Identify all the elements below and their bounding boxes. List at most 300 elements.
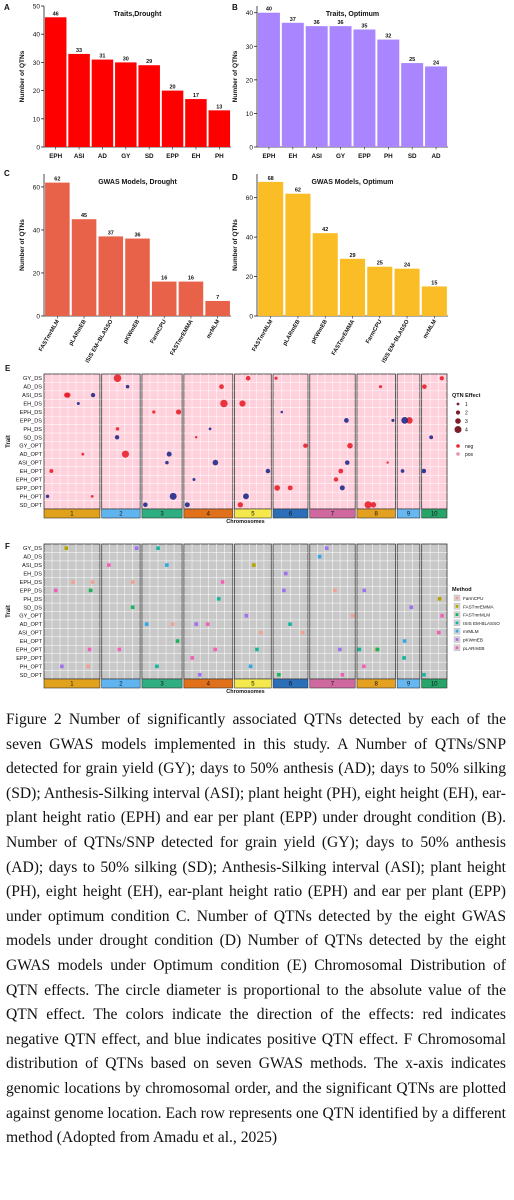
panel-f-trait-label: EPH_OPT (15, 647, 42, 654)
panel-e-trait-label: AD_DS (23, 384, 42, 391)
panel-e-qtn-point (345, 460, 350, 465)
panel-a-data-label: 13 (216, 104, 223, 111)
panel-e-legend-size-label: 1 (465, 402, 468, 408)
panel-e-qtn-point (386, 461, 388, 463)
panel-d-ytick-label: 0 (249, 313, 253, 321)
panel-f-qtn-point (89, 589, 93, 593)
panel-e-qtn-point (165, 461, 169, 465)
panel-a-data-label: 46 (52, 11, 59, 18)
panel-a-data-label: 20 (169, 84, 176, 91)
panel-d-data-label: 15 (431, 280, 438, 287)
panel-a-xtick-label: EPP (166, 153, 179, 160)
panel-e-chr-label: 4 (206, 511, 211, 518)
panel-e-legend-size-label: 3 (465, 419, 468, 425)
panel-b-xtick-label: EH (288, 153, 298, 160)
panel-e-qtn-point (238, 502, 243, 507)
panel-e-qtn-point (401, 417, 408, 424)
panel-f-qtn-point (252, 563, 256, 567)
panel-f-qtn-point (325, 546, 329, 550)
panel-d-xtick-label: FASTmrMLM (251, 319, 275, 353)
panel-f-qtn-point (88, 648, 92, 652)
panel-f-legend-method-label: FASTmrMLM (463, 612, 491, 618)
panel-f-qtn-point (362, 589, 366, 593)
panel-f-chr-label: 10 (430, 681, 438, 688)
panel-f-legend-method-label: pLARmEB (463, 645, 485, 651)
panel-f-chr-label: 7 (330, 681, 335, 688)
panel-d-bar-isis-em-blasso (395, 269, 420, 316)
panel-f-trait-label: ASI_OPT (18, 630, 42, 637)
panel-f-qtn-point (190, 656, 194, 660)
panel-f-qtn-point (255, 648, 259, 652)
panel-b-ytick-label: 30 (245, 43, 253, 51)
panel-f-qtn-point (54, 589, 58, 593)
panel-f-qtn-point (165, 563, 169, 567)
panel-b-xtick-label: SD (407, 153, 417, 160)
panel-e-qtn-point (116, 427, 120, 431)
panel-e-qtn-point (143, 503, 148, 508)
panel-e-qtn-point (65, 392, 70, 397)
panel-c-xtick-label: pKWmEB (122, 319, 142, 345)
panel-e-chr-label: 2 (119, 511, 123, 518)
panel-d-xtick-label: ISIS EM−BLASSO (381, 319, 411, 365)
panel-d-letter: D (232, 173, 238, 182)
panel-e-qtn-point (429, 435, 433, 439)
panel-f-qtn-point (194, 622, 198, 626)
panel-f-chr-label: 3 (160, 681, 164, 688)
panel-f-qtn-point (438, 597, 442, 601)
panel-f-qtn-point (221, 580, 225, 584)
panel-d-data-label: 24 (404, 262, 411, 269)
panel-f-qtn-point (333, 589, 337, 593)
panel-e-qtn-point (91, 495, 94, 498)
panel-f-qtn-point (358, 648, 362, 652)
panel-e-trait-label: SD_OPT (19, 502, 42, 509)
panel-a-xtick-label: GY (121, 153, 131, 160)
panel-b-xtick-label: AD (431, 153, 441, 160)
panel-f-trait-label: GY_DS (23, 546, 42, 553)
panel-c-bar-farmcpu (152, 282, 177, 316)
panel-e-legend-color-neg (456, 444, 460, 448)
panel-b-bar-ad (425, 66, 447, 147)
panel-c-bar-pkwmeb (125, 239, 150, 316)
panel-f-trait-label: PH_OPT (19, 664, 42, 671)
panel-e-qtn-point (170, 493, 177, 500)
panel-e-chr-label: 8 (374, 511, 378, 518)
panel-e-chr-label: 10 (430, 511, 438, 518)
panel-c-data-label: 45 (81, 213, 88, 220)
panel-a-letter: A (4, 3, 10, 12)
panel-e-trait-label: AD_OPT (19, 452, 42, 459)
panel-b-data-label: 35 (361, 23, 368, 30)
panel-a-ytick-label: 0 (36, 144, 40, 152)
panel-f-qtn-point (351, 614, 355, 618)
panel-e-legend-title: QTN Effect (452, 393, 481, 399)
panel-f-qtn-point (135, 546, 139, 550)
panel-a-ytick-label: 40 (32, 31, 40, 39)
panel-f-trait-label: AD_DS (23, 554, 42, 561)
panel-f-trait-label: ASI_DS (22, 563, 42, 570)
panel-f-trait-label: EPP_OPT (16, 655, 42, 662)
panel-b-ytick-label: 0 (249, 144, 253, 152)
panel-f-legend-method-label: FarmCPU (463, 596, 484, 601)
panel-c-title: GWAS Models, Drought (98, 179, 177, 186)
panel-c-data-label: 7 (216, 294, 220, 301)
panel-f-legend-method-label: mrMLM (463, 629, 479, 635)
panel-e-qtn-point (281, 411, 284, 414)
panel-f-trait-label: EH_DS (23, 571, 42, 578)
panel-b-bar-eph (258, 13, 280, 147)
panel-f-qtn-point (318, 555, 322, 559)
panel-b-bar-epp (353, 30, 375, 148)
panel-f-qtn-point (340, 673, 344, 677)
panel-f-qtn-point (284, 572, 288, 576)
panel-e-chr-label: 6 (288, 511, 293, 518)
panel-f-legend-method-isis-em-blasso (456, 622, 459, 625)
panel-a-xtick-label: SD (144, 153, 154, 160)
panel-e-trait-label: GY_OPT (19, 443, 42, 450)
panel-f-qtn-point (91, 580, 95, 584)
panel-a-xtick-label: EPH (49, 153, 63, 160)
panel-f-legend-method-farmcpu (456, 597, 459, 600)
panel-b-data-label: 24 (433, 60, 440, 67)
panel-e-qtn-point (303, 444, 307, 448)
panel-b-title: Traits, Optimum (325, 11, 380, 18)
panel-b-xtick-label: ASI (311, 153, 322, 160)
panel-f-qtn-point (131, 580, 135, 584)
panel-b-bar-gy (330, 26, 352, 147)
panel-a-bar-epp (162, 91, 184, 147)
panel-e-legend-size-label: 2 (465, 410, 468, 417)
panel-f-qtn-point (277, 673, 281, 677)
panel-e-qtn-point (288, 485, 293, 490)
panel-e-xlabel: Chromosomes (226, 519, 265, 525)
panel-e-qtn-point (266, 469, 270, 473)
panel-a-xtick-label: AD (97, 153, 107, 160)
panel-a-data-label: 33 (76, 47, 83, 54)
panel-f-trait-label: GY_OPT (19, 613, 42, 620)
panel-c-xtick-label: FASTmrEMMA (169, 319, 195, 357)
panel-b-xtick-label: EPH (262, 153, 276, 160)
panel-d-ytick-label: 20 (245, 274, 253, 282)
panel-f-qtn-point (71, 580, 75, 584)
panel-d-data-label: 62 (294, 187, 301, 194)
panel-e-qtn-point (219, 384, 224, 389)
panel-f-qtn-point (376, 648, 380, 652)
panel-c-letter: C (4, 169, 10, 178)
panel-b-ytick-label: 40 (245, 10, 253, 18)
panel-b-data-label: 25 (409, 57, 416, 64)
panel-e-qtn-point (243, 493, 249, 499)
panel-a-bar-asi (68, 54, 90, 147)
panel-f-qtn-point (422, 673, 426, 677)
panel-d-xtick-label: pLARmEB (282, 319, 302, 347)
panel-c-data-label: 37 (107, 230, 114, 237)
panel-c-bar-mrmlm (205, 301, 230, 316)
panel-a-bar-gy (115, 62, 137, 147)
panel-d-ytick-label: 40 (245, 234, 253, 242)
panel-c-data-label: 16 (187, 275, 194, 282)
panel-e-qtn-point (344, 418, 349, 423)
panel-d-bar-mrmlm (422, 286, 447, 316)
panel-b-letter: B (232, 3, 238, 12)
panel-c-ytick-label: 20 (32, 270, 40, 278)
panel-d-ytick-label: 60 (245, 195, 253, 203)
panel-e-legend-color-pos (456, 452, 460, 456)
panel-c-xtick-label: FarmCPU (149, 319, 168, 345)
panel-f-trait-label: PH_DS (23, 596, 42, 603)
panel-e-trait-label: EPP_OPT (16, 485, 42, 492)
panel-f-qtn-point (155, 665, 159, 669)
panel-e-qtn-point (77, 402, 80, 405)
panel-f-legend-method-label: FASTmrEMMA (463, 604, 494, 610)
panel-f-legend-method-label: ISIS EM-BLASSO (463, 620, 500, 626)
panel-e-qtn-point (347, 443, 353, 449)
panel-f-qtn-point (131, 605, 135, 609)
panel-b-xtick-label: GY (336, 153, 346, 160)
panel-e-trait-label: ASI_DS (22, 393, 42, 400)
panel-e-trait-label: SD_DS (23, 435, 42, 442)
panel-f-qtn-point (117, 648, 121, 652)
panel-a-bar-ph (209, 110, 231, 147)
panel-b-data-label: 36 (313, 20, 320, 27)
panel-e-chr-label: 5 (251, 511, 255, 518)
panel-a-data-label: 31 (99, 53, 106, 60)
panel-f-trait-label: SD_OPT (19, 672, 42, 679)
panel-d-xtick-label: FASTmrEMMA (331, 319, 357, 357)
panel-f-qtn-point (171, 622, 175, 626)
panel-e-chr-label: 9 (406, 511, 411, 518)
panel-d-ylabel: Number of QTNs (232, 219, 239, 271)
panel-b-bar-asi (306, 26, 328, 147)
panel-f-letter: F (5, 542, 10, 551)
panel-a-xtick-label: PH (214, 153, 224, 160)
panel-f-qtn-point (176, 639, 180, 643)
panel-e-legend-size-3 (455, 418, 461, 424)
panel-a-ylabel: Number of QTNs (19, 50, 26, 103)
panel-a-bar-eph (45, 17, 67, 147)
panel-f-qtn-point (249, 665, 253, 669)
panel-f-ylabel: Trait (6, 605, 12, 618)
panel-e-qtn-point (192, 478, 195, 481)
panel-f-qtn-point (403, 639, 407, 643)
figure-caption: Figure 2 Number of significantly associated QTNs detected by each of the seven GWAS models implemented in this study. A Number of QTNs/SNP detected for grain yield (GY); days to 50% anthesis (AD); days to 50% silking (SD); Anthesis-Silking interval (ASI); plant height (PH), eight height (EH), ear-plant height ratio (EPH) and ear per plant (EPP) under drought condition (B). Number of QTNs/SNP detected for grain yield (GY); days to 50% anthesis (AD); days to 50% silking (SD); Anthesis-Silking interval (ASI); plant height (PH), eight height (EH), ear-plant height ratio (EPH) and ear per plant (EPP) under optimum condition C. Number of QTNs detected by the eight GWAS models under drought condition (D) Number of QTNs detected by the eight GWAS models under Optimum condition (E) Chromosomal Distribution of QTN effects. The circle diameter is proportional to the absolute value of the QTN effect. The colors indicate the direction of the effects: red indicates negative QTN effect, and blue indicates positive QTN effect. F Chromosomal distribution of QTNs based on seven GWAS methods. The x-axis indicates genomic locations by chromosomal order, and the significant QTNs are plotted against genome location. Each row represents one QTN identified by a different method (Adopted from Amadu et al., 2025) (6, 711, 506, 1147)
panel-e-qtn-point (195, 436, 197, 438)
panel-f-qtn-point (60, 665, 64, 669)
panel-e-legend-size-1 (457, 403, 460, 406)
panel-e-qtn-point (275, 377, 278, 380)
panel-e-qtn-point (152, 410, 155, 413)
panel-a-xtick-label: ASI (73, 153, 85, 160)
panel-e-trait-label: PH_OPT (19, 494, 42, 501)
panel-e-chr-label: 7 (330, 511, 335, 518)
panel-e-qtn-point (81, 453, 84, 456)
panel-a-title: Traits,Drought (113, 11, 162, 18)
panel-f-legend-method-plarmeb (456, 646, 459, 649)
panel-e-qtn-point (91, 393, 95, 397)
panel-c-bar-isis-em-blasso (98, 236, 123, 316)
panel-f-qtn-point (288, 622, 292, 626)
panel-f-legend-method-fastmrmlm (456, 613, 459, 616)
panel-b-ytick-label: 20 (245, 77, 253, 85)
panel-d-bar-pkwmeb (313, 233, 338, 316)
panel-f-trait-label: EPP_DS (19, 588, 42, 595)
panel-c-bar-fastmrmlm (45, 183, 70, 316)
panel-d-xtick-label: mrMLM (422, 319, 439, 340)
panel-f-qtn-point (402, 656, 406, 660)
panel-d-bar-fastmrmlm (258, 182, 283, 316)
panel-f-qtn-point (301, 631, 305, 635)
panel-f-chr-label: 2 (119, 681, 123, 688)
panel-e-qtn-point (391, 419, 394, 422)
panel-f-qtn-point (213, 648, 217, 652)
panel-f-qtn-point (282, 589, 286, 593)
panel-e-qtn-point (185, 502, 190, 507)
panel-b-ylabel: Number of QTNs (232, 50, 239, 103)
panel-e-qtn-point (379, 385, 382, 388)
panel-f-qtn-point (107, 563, 111, 567)
panel-c-xtick-label: ISIS EM−BLASSO (84, 319, 115, 365)
panel-e-legend-color-label: pos (465, 452, 474, 458)
panel-e-legend-size-2 (456, 410, 460, 414)
panel-e-qtn-point (422, 384, 427, 389)
panel-b-bar-eh (282, 23, 304, 147)
panel-a-data-label: 30 (122, 56, 129, 63)
panel-e-legend-color-label: neg (465, 444, 474, 450)
panel-e-trait-label: EPP_DS (19, 418, 42, 425)
panel-d-bar-plarmeb (285, 194, 310, 316)
panel-c-data-label: 36 (134, 232, 141, 239)
panel-e-chr-label: 1 (70, 511, 74, 518)
panel-e-qtn-point (213, 460, 219, 466)
panel-e-qtn-point (126, 385, 130, 389)
panel-f-qtn-point (156, 546, 160, 550)
panel-f-chr-label: 4 (206, 681, 211, 688)
panel-e-qtn-point (239, 400, 245, 406)
panel-f-chr-label: 9 (406, 681, 411, 688)
panel-f-qtn-point (87, 665, 91, 669)
panel-f-qtn-point (362, 665, 366, 669)
panel-b-ytick-label: 10 (245, 110, 253, 118)
panel-a-ytick-label: 50 (32, 3, 40, 11)
panel-f-qtn-point (440, 614, 444, 618)
panel-f-trait-label: AD_OPT (19, 622, 42, 629)
panel-b-xtick-label: PH (383, 153, 393, 160)
panel-c-data-label: 62 (54, 176, 61, 183)
panel-e-qtn-point (365, 501, 372, 508)
panel-e-chr-label: 3 (160, 511, 164, 518)
panel-e-qtn-point (49, 469, 53, 473)
panel-e-trait-label: EH_OPT (19, 469, 42, 476)
panel-b-bar-ph (377, 40, 399, 147)
panel-e-ylabel: Trait (6, 435, 12, 448)
panel-f-trait-label: EPH_DS (19, 579, 42, 586)
panel-f-trait-label: SD_DS (23, 605, 42, 612)
panel-e-qtn-point (334, 477, 338, 481)
panel-e-qtn-point (167, 452, 172, 457)
panel-f-legend-method-pkwmeb (456, 638, 459, 641)
panel-a-bar-eh (185, 99, 207, 147)
panel-f-qtn-point (245, 614, 249, 618)
panel-b-data-label: 36 (337, 20, 344, 27)
panel-e-trait-label: EH_DS (23, 401, 42, 408)
panel-f-legend-method-fastmremma (456, 605, 459, 608)
panel-d-data-label: 29 (349, 252, 356, 259)
panel-e-qtn-point (115, 435, 119, 439)
panel-f-qtn-point (198, 673, 202, 677)
panel-e-qtn-point (246, 376, 251, 381)
panel-a-ytick-label: 20 (32, 88, 40, 96)
panel-b-bar-sd (401, 63, 423, 147)
panel-e-trait-label: ASI_OPT (18, 460, 42, 467)
panel-e-trait-label: GY_DS (23, 376, 42, 383)
panel-c-ytick-label: 40 (32, 227, 40, 235)
panel-e-qtn-point (422, 469, 427, 474)
panel-f-qtn-point (206, 622, 210, 626)
panel-d-bar-fastmremma (340, 259, 365, 316)
panel-e-qtn-point (220, 400, 227, 407)
panel-e-legend-size-4 (455, 426, 462, 433)
panel-a-ytick-label: 30 (32, 59, 40, 67)
panel-f-chr-label: 8 (374, 681, 378, 688)
panel-c-data-label: 16 (161, 275, 168, 282)
panel-e-trait-label: EPH_DS (19, 409, 42, 416)
panel-c-bar-plarmeb (72, 219, 97, 316)
panel-a-ytick-label: 10 (32, 116, 40, 124)
panel-f-legend-method-label: pKWmEB (463, 637, 483, 643)
panel-b-data-label: 40 (265, 6, 272, 13)
panel-b-xtick-label: EPP (358, 153, 371, 160)
panel-e-qtn-point (176, 409, 181, 414)
panel-a-data-label: 17 (192, 93, 199, 100)
panel-f-qtn-point (409, 605, 413, 609)
panel-d-xtick-label: FarmCPU (365, 319, 384, 345)
panel-f-chr-label: 6 (288, 681, 293, 688)
panel-e-trait-label: PH_DS (23, 426, 42, 433)
panel-f-xlabel: Chromosomes (226, 689, 265, 695)
panel-c-xtick-label: mrMLM (205, 319, 222, 340)
panel-e-qtn-point (274, 485, 280, 491)
panel-f-qtn-point (437, 631, 441, 635)
panel-c-bar-fastmremma (179, 282, 204, 316)
panel-b-data-label: 37 (289, 16, 296, 23)
panel-f-qtn-point (338, 648, 342, 652)
panel-d-xtick-label: pKWmEB (310, 319, 329, 345)
panel-f-qtn-point (64, 546, 68, 550)
panel-e-trait-label: EPH_OPT (15, 477, 42, 484)
panel-c-ytick-label: 60 (32, 184, 40, 192)
panel-c-ylabel: Number of QTNs (19, 219, 26, 271)
panel-f-trait-label: EH_OPT (19, 639, 42, 646)
panel-d-title: GWAS Models, Optimum (311, 179, 394, 186)
panel-e-qtn-point (340, 485, 345, 490)
panel-d-bar-farmcpu (367, 267, 392, 316)
panel-a-data-label: 29 (146, 59, 153, 66)
panel-c-xtick-label: FASTmrMLM (38, 319, 62, 353)
panel-f-legend-title: Method (452, 587, 472, 593)
panel-e-qtn-point (122, 451, 129, 458)
panel-e-qtn-point (440, 376, 444, 380)
panel-f-qtn-point (145, 622, 149, 626)
panel-e-qtn-point (114, 374, 122, 382)
panel-e-qtn-point (338, 469, 343, 474)
panel-d-data-label: 68 (267, 175, 274, 182)
panel-a-xtick-label: EH (191, 153, 201, 160)
panel-e-qtn-point (401, 469, 405, 473)
panel-c-ytick-label: 0 (36, 313, 40, 321)
panel-f-qtn-point (259, 631, 263, 635)
panel-d-data-label: 42 (322, 227, 329, 234)
panel-e-qtn-point (46, 495, 49, 498)
